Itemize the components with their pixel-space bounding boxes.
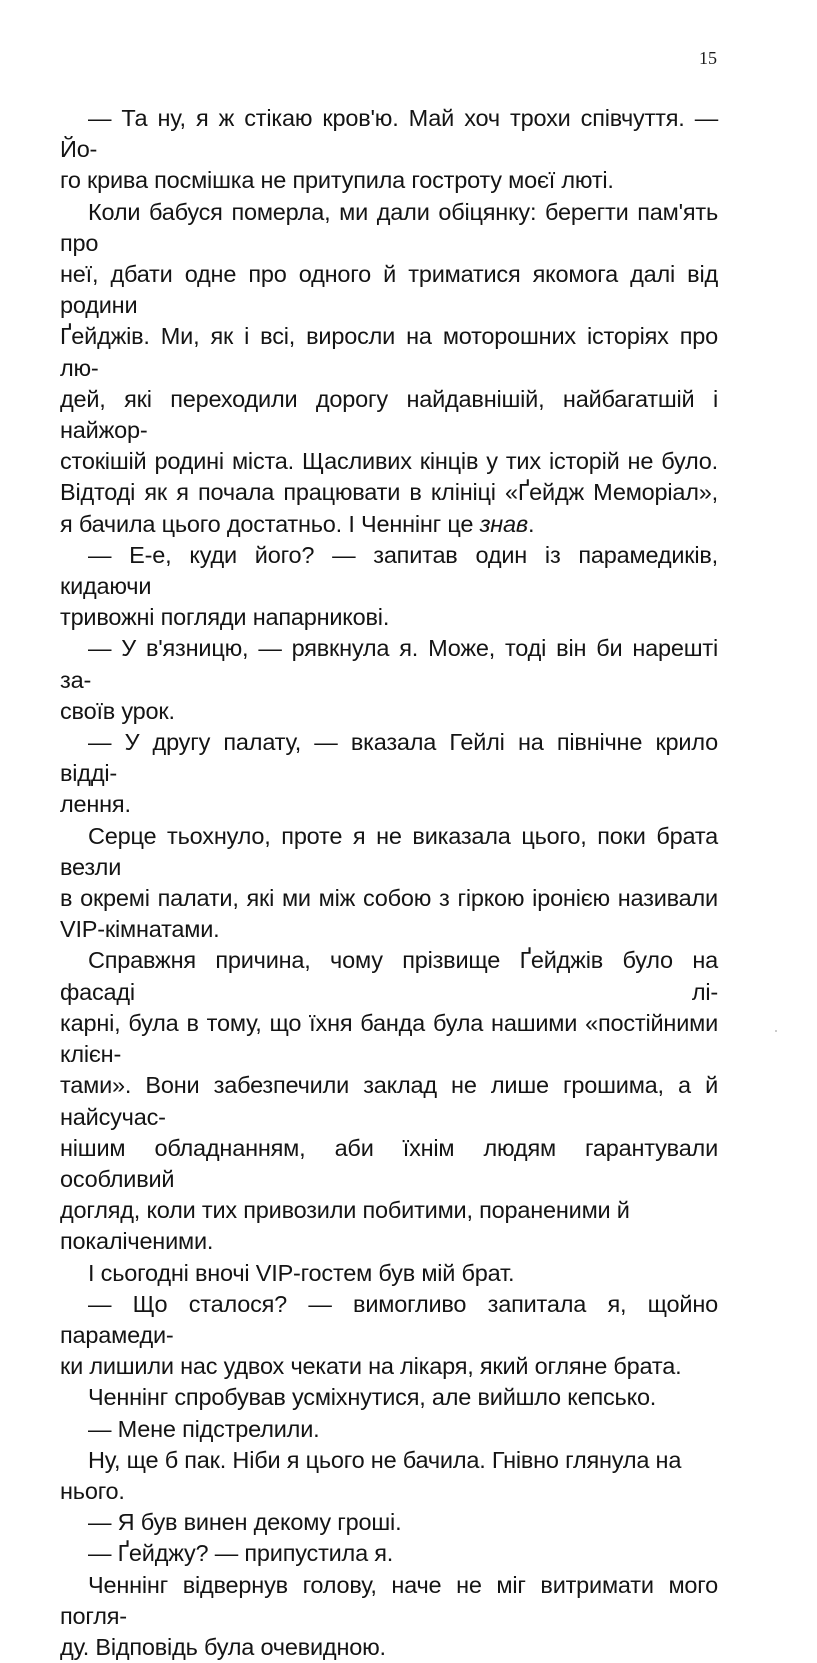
paragraph: [60, 727, 718, 821]
text-line: Відтоді як я почала працювати в клініці «Ґейдж Меморіал»,: [60, 479, 718, 506]
text-line: догляд, коли тих привозили побитими, пораненими й покаліченими.: [60, 1197, 630, 1255]
text-line: Ґейджів. Ми, як і всі, виросли на моторошних історіях про лю-: [60, 323, 718, 381]
text-line: го крива посмішка не притупила гостроту моєї люті.: [60, 167, 614, 194]
paragraph: [60, 540, 718, 634]
text-fragment: .: [527, 510, 535, 537]
paragraph: [60, 1445, 718, 1507]
text-line: Справжня причина, чому прізвище Ґейджів було на фасаді лі-: [60, 947, 718, 1005]
text-line: Ченнінг спробував усміхнутися, але вийшло кепсько.: [88, 1384, 657, 1411]
paragraph: [60, 1289, 718, 1383]
paragraph: [60, 103, 718, 197]
text-line: І сьогодні вночі VIP-гостем був мій брат.: [88, 1259, 515, 1286]
text-line: неї, дбати одне про одного й триматися якомога далі від родини: [60, 261, 718, 319]
paragraph: [60, 821, 718, 946]
text-line: ки лишили нас удвох чекати на лікаря, який огляне брата.: [60, 1353, 682, 1380]
text-line: — Мене підстрелили.: [88, 1415, 320, 1442]
paragraph: [60, 197, 718, 540]
emphasis-word: знав: [479, 510, 528, 537]
text-line: — Е-е, куди його? — запитав один із парамедиків, кидаючи: [60, 541, 718, 600]
paragraph: [60, 1507, 718, 1538]
text-line: [60, 509, 718, 540]
paragraph: [60, 1414, 718, 1445]
text-line: — У другу палату, — вказала Гейлі на північне крило відді-: [60, 729, 718, 787]
paragraph: [60, 1570, 718, 1663]
text-line: тами». Вони забезпечили заклад не лише грошима, а й найсучас-: [60, 1072, 718, 1130]
text-line: своїв урок.: [60, 697, 175, 724]
text-line: Ну, ще б пак. Ніби я цього не бачила. Гнівно глянула на нього.: [60, 1446, 682, 1504]
text-line: — Що сталося? — вимогливо запитала я, щойно парамеди-: [60, 1290, 718, 1348]
text-fragment: я бачила цього достатньо. І Ченнінг це: [60, 510, 480, 537]
text-line: Серце тьохнуло, проте я не виказала цього, поки брата везли: [60, 822, 718, 880]
text-line: VIP-кімнатами.: [60, 916, 220, 943]
text-line: Коли бабуся померла, ми дали обіцянку: берегти пам'ять про: [60, 198, 718, 256]
text-line: — Ґейджу? — припустила я.: [88, 1540, 394, 1567]
page-number: 15: [699, 48, 717, 68]
body-text: [60, 103, 718, 1663]
paragraph: [60, 945, 718, 1257]
text-line: Ченнінг відвернув голову, наче не міг витримати мого погля-: [60, 1571, 718, 1629]
paragraph: [60, 1538, 718, 1569]
text-line: стокішій родині міста. Щасливих кінців у тих історій не було.: [60, 448, 718, 475]
text-line: в окремі палати, які ми між собою з гіркою іронією називали: [60, 885, 718, 912]
text-line: лення.: [60, 791, 131, 818]
scan-speck: [775, 1030, 777, 1032]
paragraph: [60, 633, 718, 727]
text-line: — Та ну, я ж стікаю кров'ю. Май хоч трохи співчуття. — Йо-: [60, 105, 718, 163]
text-line: — Я був винен декому гроші.: [88, 1509, 402, 1536]
paragraph: [60, 1258, 718, 1289]
paragraph: [60, 1382, 718, 1413]
text-line: нішим обладнанням, аби їхнім людям гарантували особливий: [60, 1134, 718, 1192]
text-line: — У в'язницю, — рявкнула я. Може, тоді він би нарешті за-: [60, 635, 718, 693]
text-line: карні, була в тому, що їхня банда була нашими «постійними клієн-: [60, 1009, 718, 1068]
text-line: тривожні погляди напарникові.: [60, 604, 390, 631]
text-line: дей, які переходили дорогу найдавнішій, найбагатшій і найжор-: [60, 385, 718, 444]
text-line: ду. Відповідь була очевидною.: [60, 1633, 386, 1660]
